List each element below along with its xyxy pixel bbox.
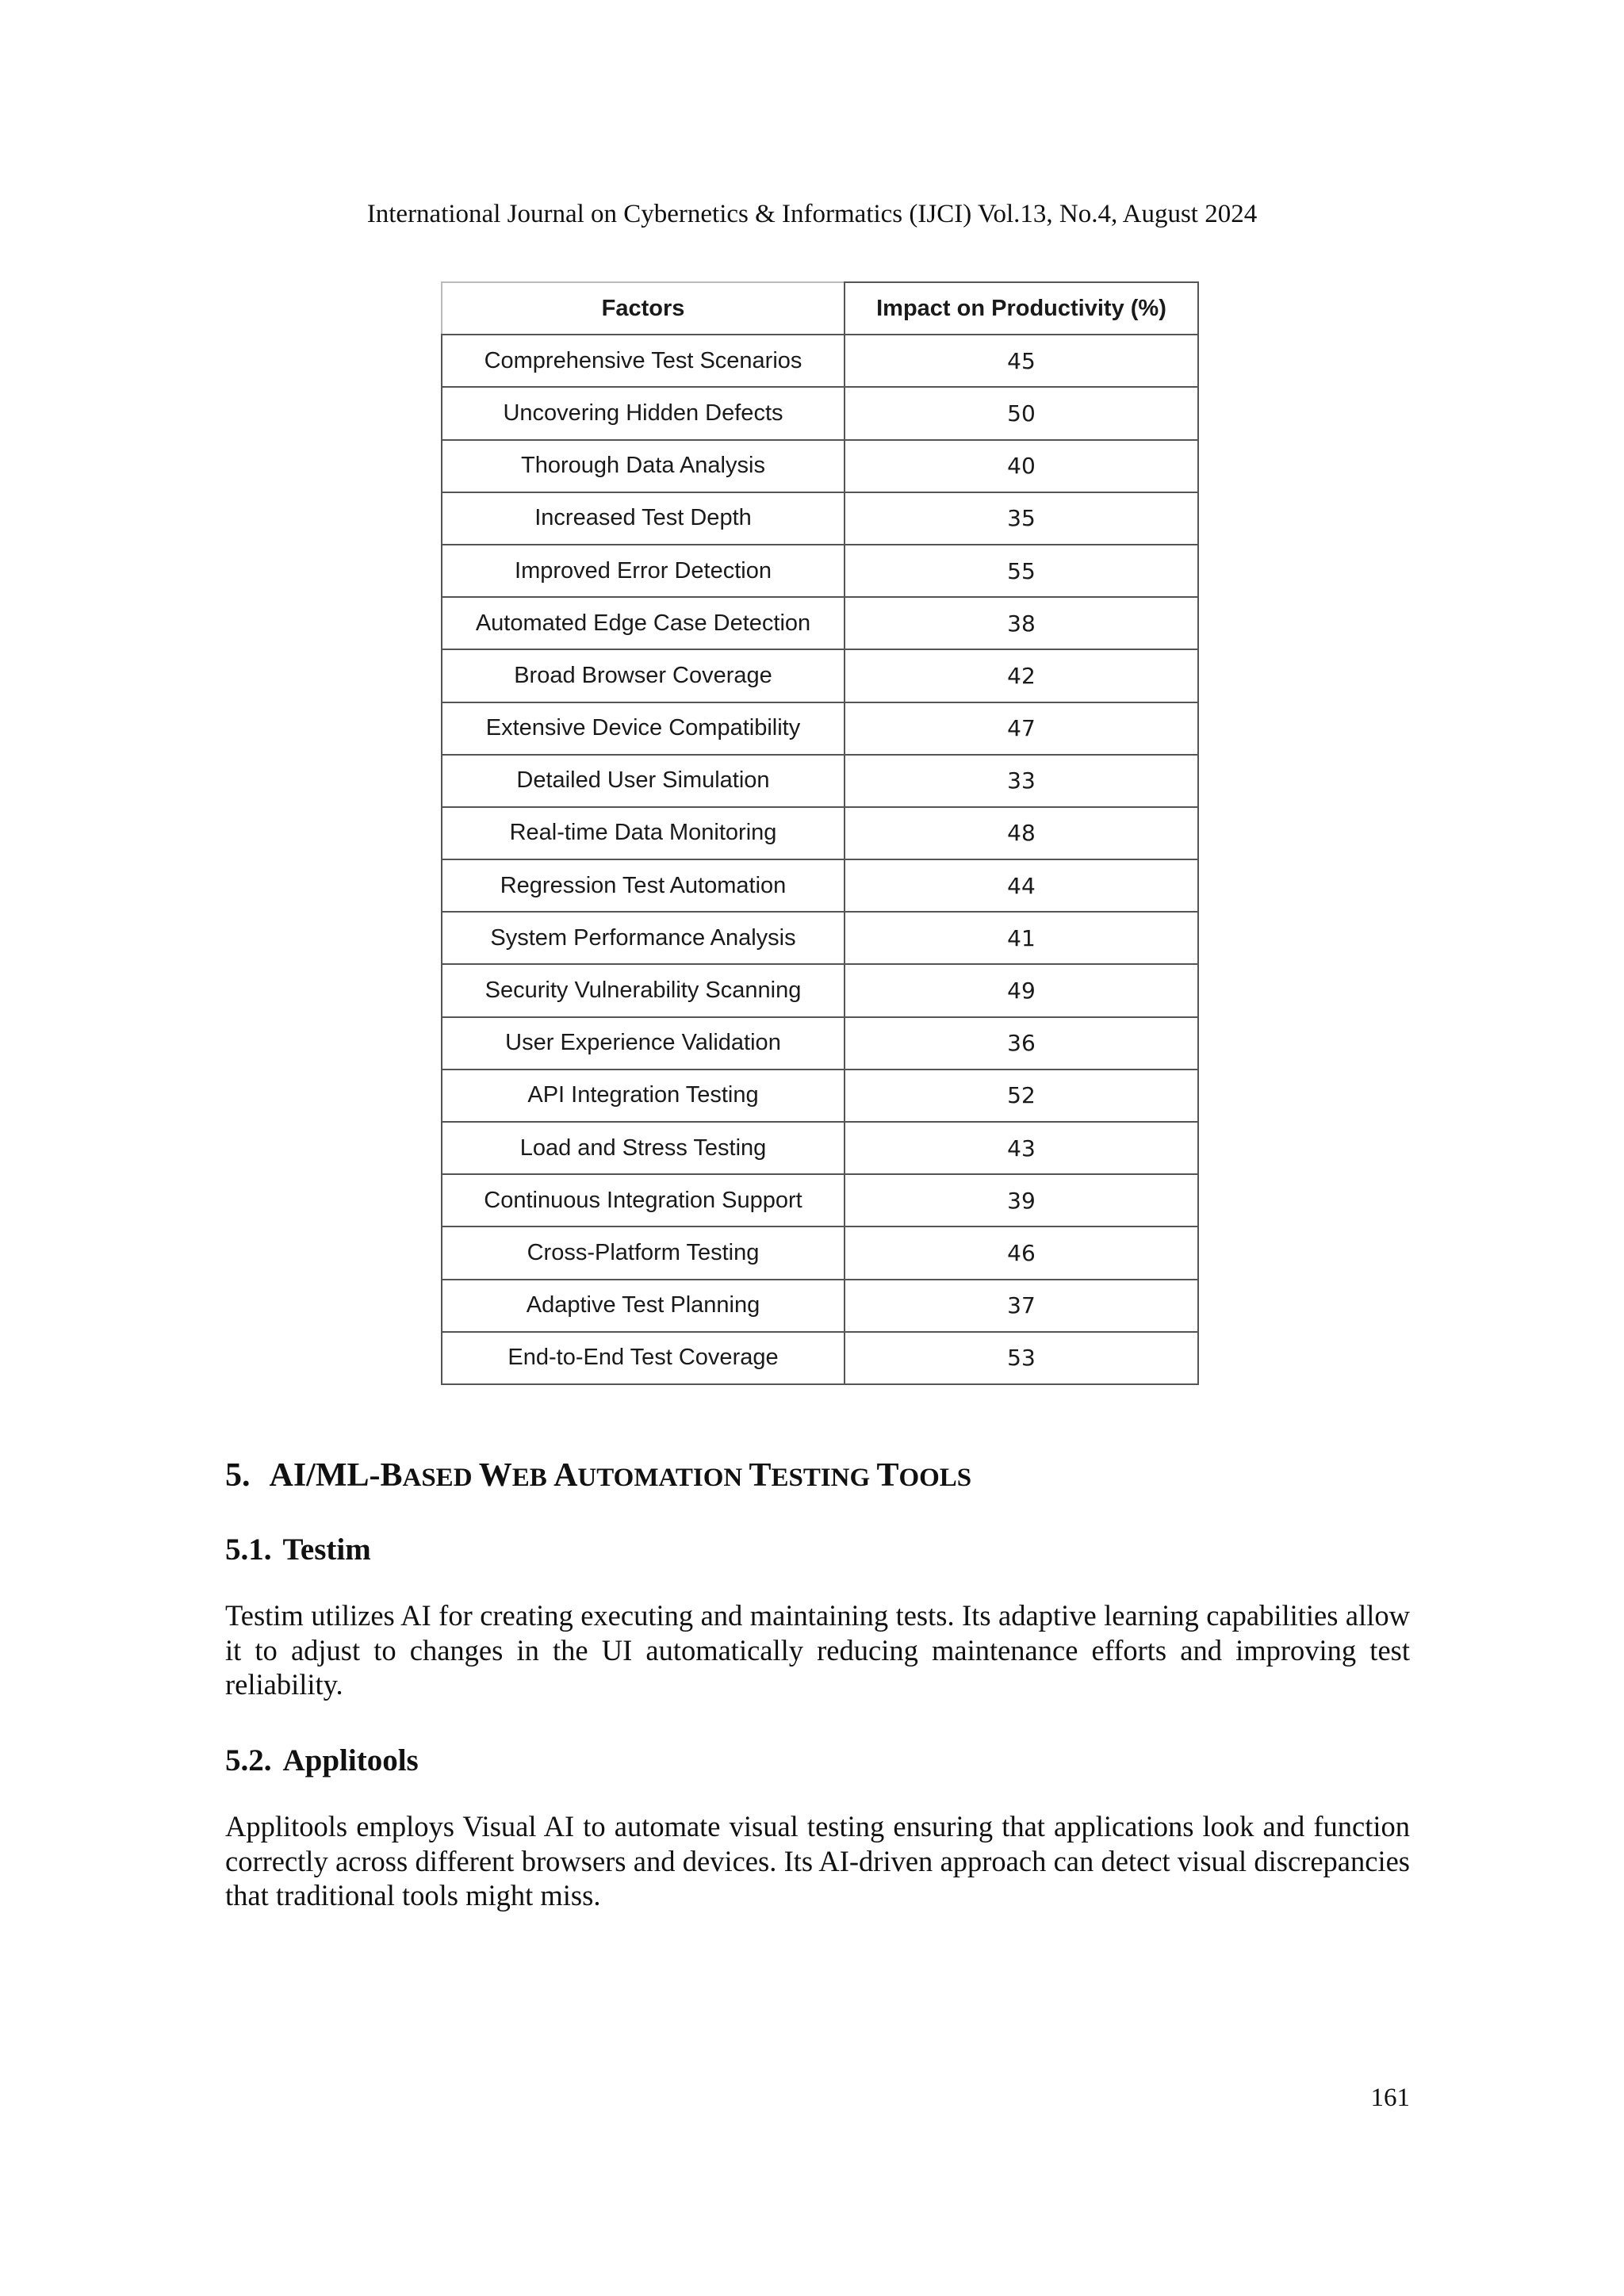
table-row: [442, 702, 1198, 755]
section-title-part: T: [876, 1457, 899, 1494]
table-row: [442, 807, 1198, 859]
section-title-part: OOLS: [898, 1464, 972, 1492]
table-row: [442, 1017, 1198, 1070]
table-body: [442, 335, 1198, 1384]
table-row: [442, 492, 1198, 545]
impact-cell: 53: [845, 1332, 1198, 1384]
section-title: [270, 1457, 972, 1494]
section-title-part: W: [478, 1457, 512, 1494]
table-row: [442, 1332, 1198, 1384]
column-header-factors: Factors: [442, 282, 845, 335]
impact-cell: 50: [845, 387, 1198, 439]
section-title-part: UTOMATION: [577, 1464, 749, 1492]
impact-cell: 42: [845, 649, 1198, 702]
factor-cell: Extensive Device Compatibility: [442, 702, 845, 755]
impact-cell: 48: [845, 807, 1198, 859]
impact-cell: 41: [845, 912, 1198, 964]
section-number: 5.: [225, 1457, 251, 1494]
factor-cell: Detailed User Simulation: [442, 755, 845, 807]
section-title-part: ASED: [402, 1464, 479, 1492]
section-heading: [225, 1456, 971, 1498]
subsection-number: 5.1.: [225, 1533, 272, 1567]
impact-cell: 46: [845, 1226, 1198, 1279]
table-row: [442, 1280, 1198, 1332]
factor-cell: Comprehensive Test Scenarios: [442, 335, 845, 387]
productivity-table: [441, 281, 1199, 1385]
impact-cell: 33: [845, 755, 1198, 807]
factor-cell: Continuous Integration Support: [442, 1174, 845, 1226]
page-number: 161: [1370, 2084, 1410, 2112]
impact-cell: 38: [845, 597, 1198, 649]
subsection-heading-applitools: [225, 1743, 419, 1779]
impact-cell: 45: [845, 335, 1198, 387]
factor-cell: Real-time Data Monitoring: [442, 807, 845, 859]
factor-cell: Adaptive Test Planning: [442, 1280, 845, 1332]
factor-cell: Regression Test Automation: [442, 859, 845, 912]
table-row: [442, 440, 1198, 492]
impact-cell: 40: [845, 440, 1198, 492]
impact-cell: 55: [845, 545, 1198, 597]
impact-cell: 52: [845, 1070, 1198, 1122]
subsection-heading-testim: [225, 1532, 371, 1568]
impact-cell: 35: [845, 492, 1198, 545]
section-title-part: EB: [511, 1464, 554, 1492]
factor-cell: User Experience Validation: [442, 1017, 845, 1070]
table-row: [442, 755, 1198, 807]
factor-cell: Improved Error Detection: [442, 545, 845, 597]
subsection-number: 5.2.: [225, 1743, 272, 1777]
table-row: [442, 964, 1198, 1016]
paragraph-testim: Testim utilizes AI for creating executing and maintaining tests. Its adaptive learning capabilities allow it to adjust to changes in the UI automatically reducing maintenance efforts and improving test reliability.: [225, 1599, 1410, 1701]
impact-cell: 43: [845, 1122, 1198, 1174]
paragraph-applitools: Applitools employs Visual AI to automate visual testing ensuring that applications look and function correctly across different browsers and devices. Its AI-driven approach can detect visual discrepancies that traditional tools might miss.: [225, 1810, 1410, 1911]
factor-cell: Automated Edge Case Detection: [442, 597, 845, 649]
table-row: [442, 1226, 1198, 1279]
factor-cell: Load and Stress Testing: [442, 1122, 845, 1174]
section-title-part: AI/ML-B: [269, 1457, 403, 1494]
section-title-part: T: [749, 1457, 772, 1494]
table-row: [442, 597, 1198, 649]
impact-cell: 44: [845, 859, 1198, 912]
factor-cell: System Performance Analysis: [442, 912, 845, 964]
table-row: [442, 545, 1198, 597]
factor-cell: Uncovering Hidden Defects: [442, 387, 845, 439]
table-row: [442, 649, 1198, 702]
table-row: [442, 912, 1198, 964]
table-row: [442, 335, 1198, 387]
factor-cell: Broad Browser Coverage: [442, 649, 845, 702]
factor-cell: Security Vulnerability Scanning: [442, 964, 845, 1016]
subsection-title: Testim: [282, 1533, 371, 1567]
factor-cell: API Integration Testing: [442, 1070, 845, 1122]
factor-cell: End-to-End Test Coverage: [442, 1332, 845, 1384]
impact-cell: 37: [845, 1280, 1198, 1332]
impact-cell: 39: [845, 1174, 1198, 1226]
impact-cell: 47: [845, 702, 1198, 755]
running-header: International Journal on Cybernetics & Informatics (IJCI) Vol.13, No.4, August 2024: [366, 200, 1258, 228]
column-header-impact: Impact on Productivity (%): [845, 282, 1198, 335]
factor-cell: Thorough Data Analysis: [442, 440, 845, 492]
table-row: [442, 1122, 1198, 1174]
table-header-row: [442, 282, 1198, 335]
productivity-table-container: [441, 281, 1197, 1385]
factor-cell: Cross-Platform Testing: [442, 1226, 845, 1279]
section-title-part: A: [553, 1457, 578, 1494]
impact-cell: 36: [845, 1017, 1198, 1070]
impact-cell: 49: [845, 964, 1198, 1016]
table-row: [442, 1070, 1198, 1122]
factor-cell: Increased Test Depth: [442, 492, 845, 545]
table-row: [442, 859, 1198, 912]
section-title-part: ESTING: [771, 1464, 877, 1492]
table-row: [442, 387, 1198, 439]
table-row: [442, 1174, 1198, 1226]
subsection-title: Applitools: [282, 1743, 419, 1777]
